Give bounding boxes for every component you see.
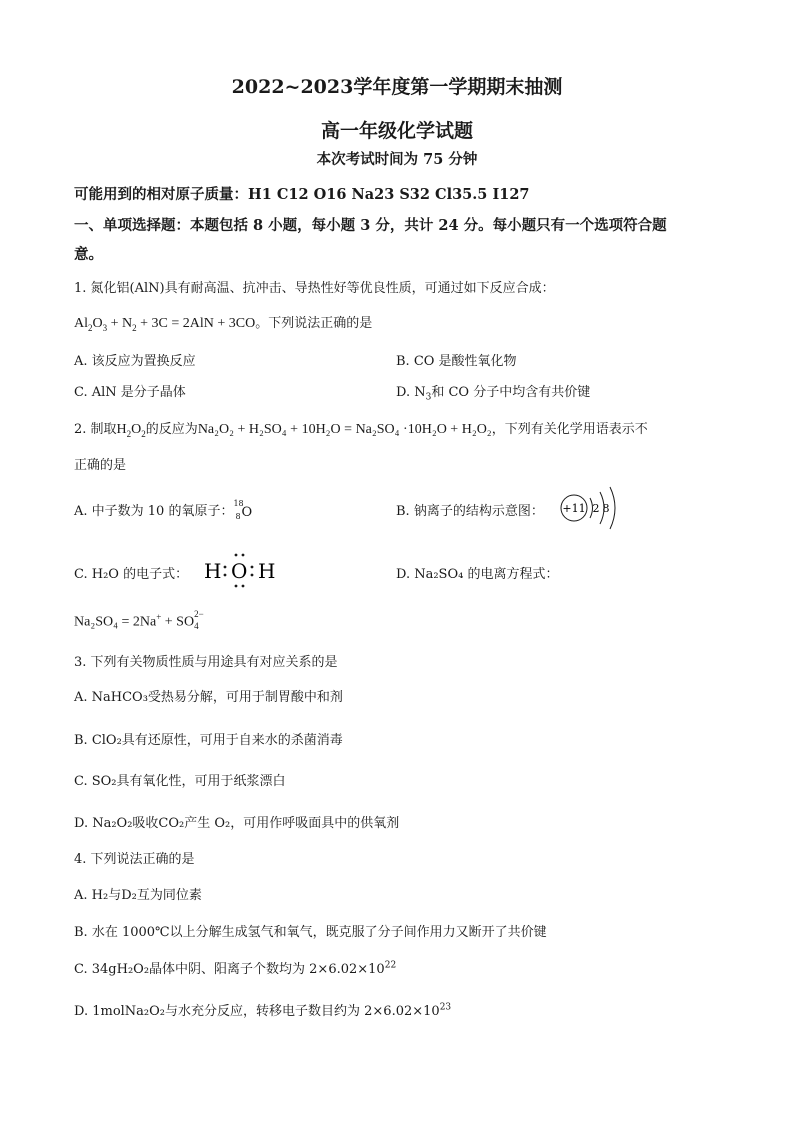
- q1-option-d: D. $N_3$和 CO 分子中均含有共价键: [396, 385, 591, 403]
- lewis-h-left: H: [204, 559, 222, 583]
- q3-option-b: B. ClO₂具有还原性，可用于自来水的杀菌消毒: [74, 733, 343, 748]
- q2-h2o2: $H_2O_2$: [116, 422, 146, 439]
- q2-stem-line2: 正确的是: [74, 458, 127, 473]
- q1-equation-line: [74, 312, 372, 333]
- water-electron-formula: [200, 548, 282, 592]
- lewis-o: O: [231, 559, 248, 583]
- q2-equation: Na₂O₂ + H₂SO₄ + 10H₂O = Na₂SO₄ ·10H₂O + H₂O₂: [197, 422, 492, 437]
- atomic-masses: 可能用到的相对原子质量：H1 C12 O16 Na23 S32 Cl35.5 I127: [74, 186, 530, 203]
- q1-option-a: A. 该反应为置换反应: [74, 354, 196, 369]
- q3-option-d: D. Na₂O₂吸收CO₂产生 O₂，可用作呼吸面具中的供氧剂: [74, 816, 400, 831]
- q1-equation: $Al_2O_3 + N_2 + 3C = 2AlN + 3CO$: [74, 316, 256, 333]
- q1-option-b: B. CO 是酸性氧化物: [396, 354, 517, 369]
- q2-option-b: B. 钠离子的结构示意图：: [396, 504, 544, 519]
- q4-stem: 4. 下列说法正确的是: [74, 852, 195, 867]
- sodium-ion-diagram: [556, 484, 626, 532]
- shell-electrons-1: 2: [592, 502, 600, 515]
- section-heading-line2: 意。: [74, 246, 103, 263]
- q3-option-c: C. SO₂具有氧化性，可用于纸浆漂白: [74, 774, 286, 789]
- q4-option-d: D. 1molNa₂O₂与水充分反应，转移电子数目约为 $2\times 6.02\times 10^{23}$: [74, 1002, 452, 1019]
- q1-option-c: C. AlN 是分子晶体: [74, 385, 186, 400]
- oxygen-isotope-symbol: 18 8 O: [233, 498, 253, 521]
- exam-title: 2022~2023学年度第一学期期末抽测: [231, 76, 563, 98]
- shell-electrons-2: 8: [602, 502, 610, 515]
- q4-option-c: C. 34gH₂O₂晶体中阴、阳离子个数均为 $2\times 6.02\times 10^{22}$: [74, 960, 397, 977]
- q1-question: 。下列说法正确的是: [255, 316, 373, 331]
- exam-duration: 本次考试时间为 75 分钟: [316, 151, 478, 168]
- q4-option-b: B. 水在 1000℃以上分解生成氢气和氧气，既克服了分子间作用力又断开了共价键: [74, 925, 547, 940]
- q3-stem: 3. 下列有关物质性质与用途具有对应关系的是: [74, 655, 338, 670]
- q2-option-d-equation: Na₂SO₄ = 2Na+ + SO 2− 4: [74, 609, 204, 632]
- q2-stem-line1: 2. 制取$H_2O_2$的反应为Na₂O₂ + H₂SO₄ + 10H₂O = Na₂SO₄ ·10H₂O + H₂O₂，下列有关化学用语表示不: [74, 422, 648, 439]
- electron-shell-3: [610, 487, 615, 529]
- lewis-h-right: H: [258, 559, 276, 583]
- exam-subtitle: 高一年级化学试题: [320, 120, 473, 142]
- q2-option-a: A. 中子数为 10 的氧原子： 18 8 O: [74, 498, 253, 521]
- q3-option-a: A. NaHCO₃受热易分解，可用于制胃酸中和剂: [74, 690, 343, 705]
- q2-option-d: D. Na₂SO₄ 的电离方程式：: [396, 567, 559, 582]
- q1-stem: 1. 氮化铝(AlN)具有耐高温、抗冲击、导热性好等优良性质，可通过如下反应合成：: [74, 281, 555, 296]
- q4-option-a: A. H₂与D₂互为同位素: [74, 888, 202, 903]
- section-heading-line1: 一、单项选择题：本题包括 8 小题，每小题 3 分，共计 24 分。每小题只有一个选项符合题: [74, 217, 667, 234]
- nucleus-charge: +11: [562, 502, 586, 515]
- q2-option-c: C. H₂O 的电子式：: [74, 567, 189, 582]
